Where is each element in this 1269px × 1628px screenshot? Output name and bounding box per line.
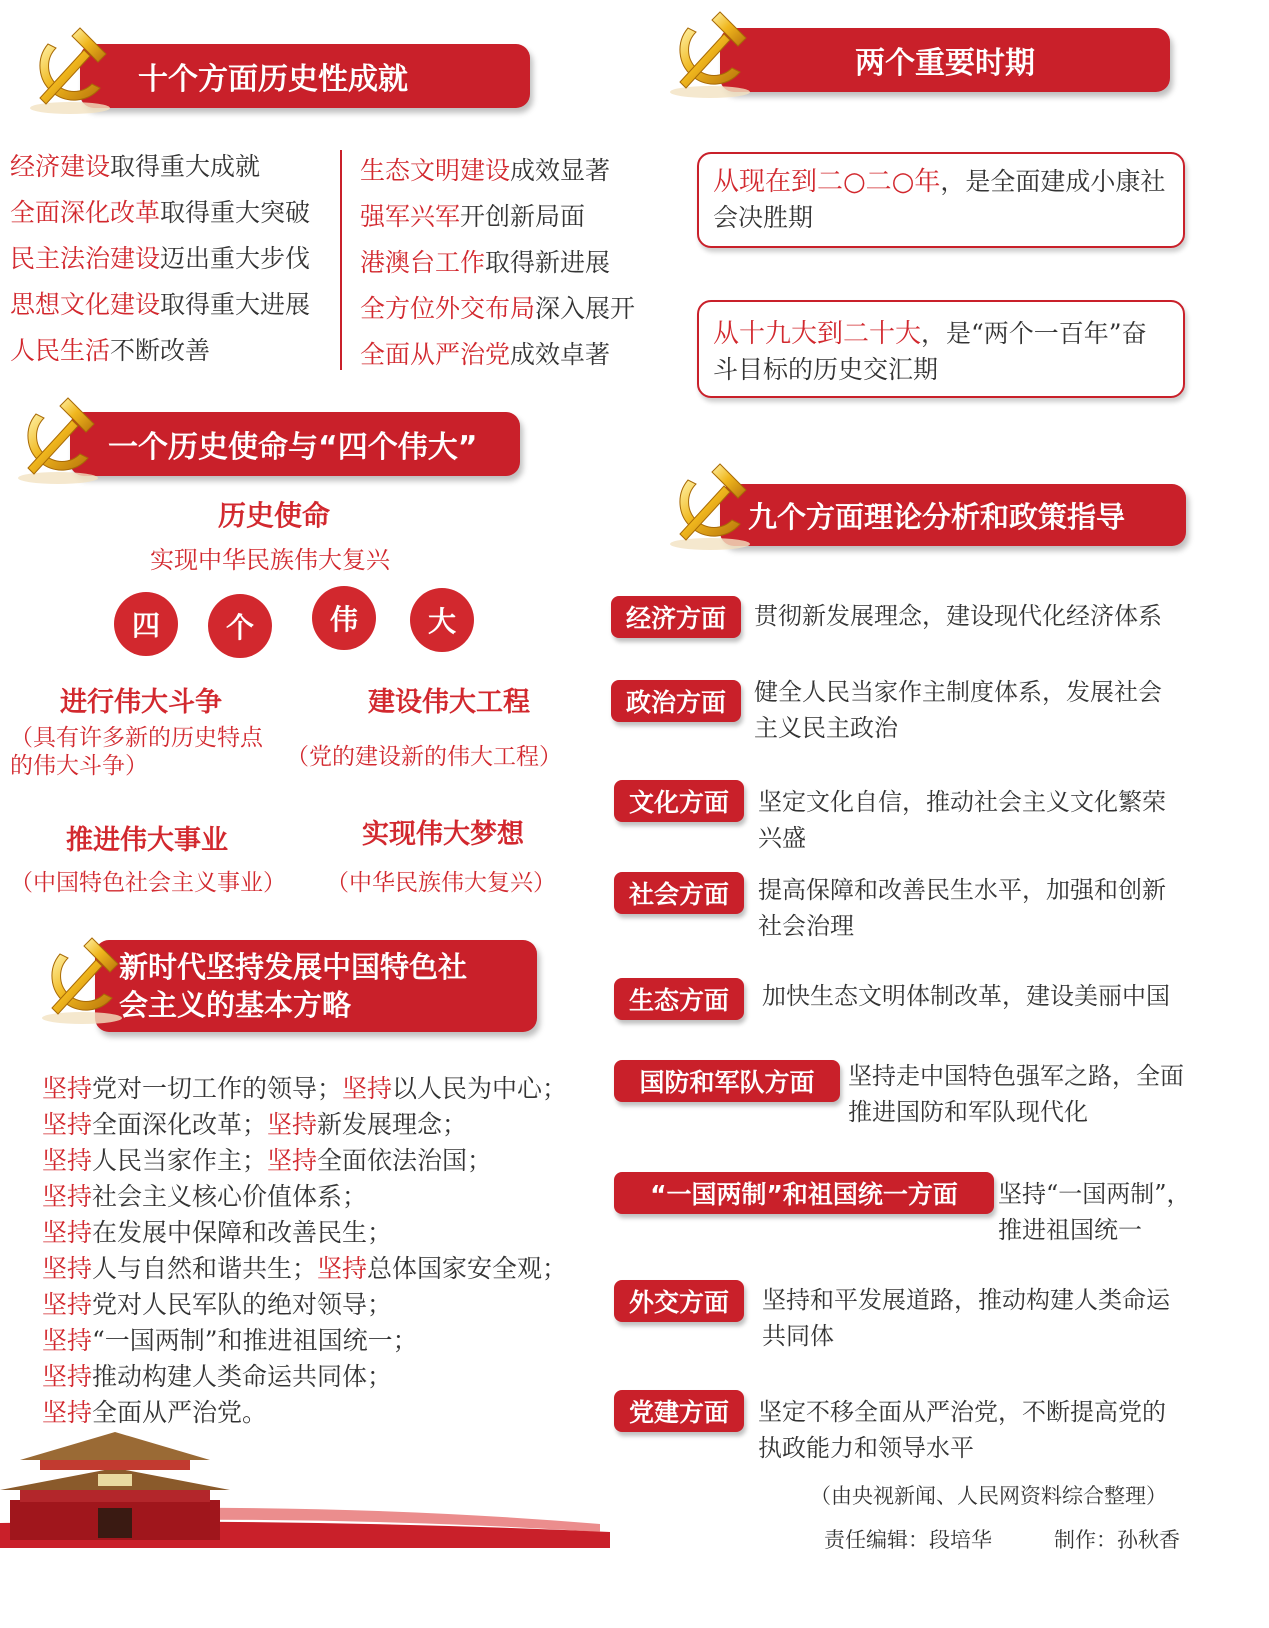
- great-item-note: （中国特色社会主义事业）: [10, 870, 286, 896]
- guidance-tag: 生态方面: [614, 978, 744, 1020]
- circle-char: 大: [410, 588, 474, 652]
- guidance-tag: 党建方面: [614, 1390, 744, 1432]
- section-banner-guidance: [720, 484, 1186, 546]
- mission-text: 实现中华民族伟大复兴: [150, 546, 390, 574]
- section-banner-periods: [720, 28, 1170, 92]
- section-title-line1: 新时代坚持发展中国特色社: [119, 950, 468, 984]
- great-item-title: 实现伟大梦想: [362, 819, 524, 850]
- list-item: 坚持推动构建人类命运共同体；: [42, 1362, 393, 1391]
- guidance-desc: 坚持和平发展道路，推动构建人类命运 共同体: [762, 1286, 1170, 1350]
- editor-credit: 责任编辑：段培华: [824, 1528, 992, 1552]
- list-item: 坚持人民当家作主；坚持全面依法治国；: [42, 1146, 493, 1175]
- circle-char: 个: [208, 594, 272, 658]
- guidance-desc: 坚持“一国两制”， 推进祖国统一: [998, 1180, 1191, 1244]
- section-title: 两个重要时期: [855, 46, 1035, 81]
- list-item: 坚持全面深化改革；坚持新发展理念；: [42, 1110, 468, 1139]
- guidance-tag: 政治方面: [611, 680, 741, 722]
- section-title-line2: 会主义的基本方略: [119, 988, 352, 1022]
- period-box-2: 从十九大到二十大，是“两个一百年”奋斗目标的历史交汇期: [697, 300, 1185, 398]
- list-item: 坚持人与自然和谐共生；坚持总体国家安全观；: [42, 1254, 568, 1283]
- list-item: 坚持全面从严治党。: [42, 1398, 268, 1427]
- list-item: 人民生活不断改善: [10, 336, 211, 365]
- list-item: 全面从严治党成效卓著: [360, 340, 611, 369]
- section-title: 九个方面理论分析和政策指导: [748, 499, 1126, 534]
- guidance-tag: 外交方面: [614, 1280, 744, 1322]
- maker-credit: 制作：孙秋香: [1054, 1528, 1180, 1552]
- section-banner-achievements: [80, 44, 530, 108]
- list-item: 坚持党对一切工作的领导；坚持以人民为中心；: [42, 1074, 568, 1103]
- guidance-tag: 经济方面: [611, 596, 741, 638]
- period-box-1: 从现在到二○二○年，是全面建成小康社会决胜期: [697, 152, 1185, 248]
- hammer-sickle-icon: [20, 26, 120, 116]
- list-item: 港澳台工作取得新进展: [360, 248, 611, 277]
- source-note: （由央视新闻、人民网资料综合整理）: [810, 1484, 1167, 1508]
- guidance-desc: 坚持走中国特色强军之路，全面 推进国防和军队现代化: [848, 1062, 1184, 1126]
- guidance-desc: 提高保障和改善民生水平，加强和创新 社会治理: [758, 876, 1166, 940]
- list-item: 经济建设取得重大成就: [10, 152, 261, 181]
- guidance-desc: 加快生态文明体制改革，建设美丽中国: [762, 982, 1170, 1010]
- list-item: 坚持党对人民军队的绝对领导；: [42, 1290, 393, 1319]
- great-item-title: 建设伟大工程: [368, 687, 530, 718]
- hammer-sickle-icon: [660, 10, 760, 100]
- list-item: 全面深化改革取得重大突破: [10, 198, 311, 227]
- circle-char: 伟: [312, 586, 376, 650]
- circle-char: 四: [114, 592, 178, 656]
- section-title: 一个历史使命与“四个伟大”: [108, 430, 478, 465]
- list-item: 全方位外交布局深入展开: [360, 294, 636, 323]
- great-item-note: （具有许多新的历史特点的伟大斗争）: [10, 725, 263, 779]
- column-divider: [340, 150, 342, 370]
- list-item: 坚持“一国两制”和推进祖国统一；: [42, 1326, 418, 1355]
- guidance-desc: 坚定不移全面从严治党，不断提高党的 执政能力和领导水平: [758, 1398, 1166, 1462]
- guidance-tag: 文化方面: [614, 780, 744, 822]
- guidance-tag: 社会方面: [614, 872, 744, 914]
- section-banner-mission: [70, 412, 520, 476]
- great-item-note: （党的建设新的伟大工程）: [286, 744, 562, 770]
- list-item: 生态文明建设成效显著: [360, 156, 611, 185]
- guidance-tag: “一国两制”和祖国统一方面: [614, 1172, 994, 1214]
- section-title: 十个方面历史性成就: [138, 62, 408, 97]
- guidance-desc: 健全人民当家作主制度体系，发展社会 主义民主政治: [754, 678, 1162, 742]
- list-item: 思想文化建设取得重大进展: [10, 290, 311, 319]
- mission-title: 历史使命: [218, 499, 331, 532]
- guidance-desc: 坚定文化自信，推动社会主义文化繁荣 兴盛: [758, 788, 1166, 852]
- great-item-title: 推进伟大事业: [66, 825, 228, 856]
- hammer-sickle-icon: [660, 462, 760, 552]
- section-banner-strategy: [95, 940, 537, 1032]
- list-item: 强军兴军开创新局面: [360, 202, 586, 231]
- hammer-sickle-icon: [8, 396, 108, 486]
- tiananmen-image: [0, 1428, 610, 1548]
- list-item: 坚持社会主义核心价值体系；: [42, 1182, 368, 1211]
- guidance-desc: 贯彻新发展理念，建设现代化经济体系: [754, 602, 1162, 630]
- guidance-tag: 国防和军队方面: [614, 1060, 840, 1102]
- list-item: 民主法治建设迈出重大步伐: [10, 244, 311, 273]
- great-item-note: （中华民族伟大复兴）: [326, 870, 556, 896]
- hammer-sickle-icon: [32, 936, 132, 1026]
- list-item: 坚持在发展中保障和改善民生；: [42, 1218, 393, 1247]
- great-item-title: 进行伟大斗争: [60, 687, 222, 718]
